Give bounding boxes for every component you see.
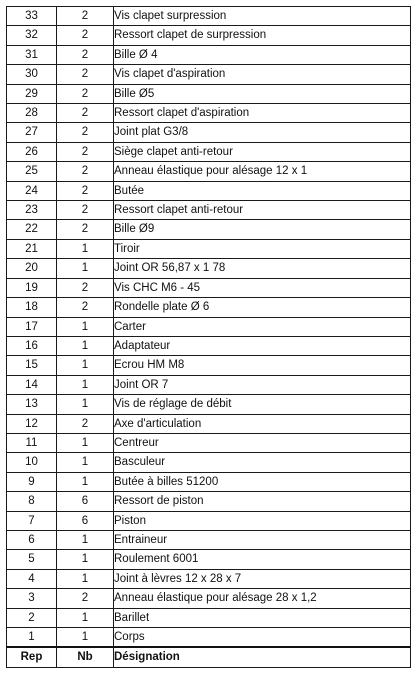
table-row [7, 453, 411, 472]
cell-nb: 1 [57, 317, 114, 336]
cell-nb: 2 [57, 142, 114, 161]
cell-rep: 12 [7, 414, 57, 433]
cell-designation: Anneau élastique pour alésage 28 x 1,2 [114, 589, 411, 608]
cell-nb: 1 [57, 356, 114, 375]
cell-designation: Joint à lèvres 12 x 28 x 7 [114, 569, 411, 588]
cell-nb: 1 [57, 433, 114, 452]
cell-nb: 1 [57, 239, 114, 258]
cell-rep: 27 [7, 123, 57, 142]
table-row [7, 298, 411, 317]
cell-rep: 10 [7, 453, 57, 472]
cell-rep: 15 [7, 356, 57, 375]
cell-nb: 2 [57, 201, 114, 220]
cell-designation: Vis de réglage de débit [114, 395, 411, 414]
cell-nb: 2 [57, 181, 114, 200]
cell-designation: Butée [114, 181, 411, 200]
cell-rep: 5 [7, 550, 57, 569]
table-row [7, 433, 411, 452]
table-row [7, 181, 411, 200]
cell-nb: 1 [57, 453, 114, 472]
header-row [7, 647, 411, 667]
cell-rep: 14 [7, 375, 57, 394]
cell-nb: 2 [57, 414, 114, 433]
cell-designation: Piston [114, 511, 411, 530]
table-row [7, 142, 411, 161]
cell-nb: 2 [57, 45, 114, 64]
cell-designation: Vis clapet d'aspiration [114, 65, 411, 84]
cell-rep: 26 [7, 142, 57, 161]
table-row [7, 375, 411, 394]
cell-designation: Ressort clapet anti-retour [114, 201, 411, 220]
cell-designation: Axe d'articulation [114, 414, 411, 433]
table-row [7, 569, 411, 588]
cell-designation: Entraineur [114, 530, 411, 549]
cell-nb: 1 [57, 550, 114, 569]
cell-rep: 22 [7, 220, 57, 239]
table-row [7, 220, 411, 239]
table-row [7, 65, 411, 84]
cell-rep: 30 [7, 65, 57, 84]
table-row [7, 201, 411, 220]
cell-designation: Anneau élastique pour alésage 12 x 1 [114, 162, 411, 181]
cell-nb: 2 [57, 84, 114, 103]
cell-designation: Adaptateur [114, 336, 411, 355]
cell-designation: Corps [114, 628, 411, 648]
cell-designation: Ressort clapet de surpression [114, 26, 411, 45]
cell-nb: 2 [57, 104, 114, 123]
table-row [7, 239, 411, 258]
table-row [7, 45, 411, 64]
cell-designation: Ecrou HM M8 [114, 356, 411, 375]
cell-nb: 2 [57, 26, 114, 45]
cell-rep: 11 [7, 433, 57, 452]
cell-nb: 1 [57, 608, 114, 627]
table-row [7, 336, 411, 355]
cell-rep: 9 [7, 472, 57, 491]
cell-designation: Roulement 6001 [114, 550, 411, 569]
cell-rep: 23 [7, 201, 57, 220]
cell-nb: 1 [57, 472, 114, 491]
cell-designation: Bille Ø5 [114, 84, 411, 103]
cell-rep: 31 [7, 45, 57, 64]
cell-rep: 29 [7, 84, 57, 103]
table-row [7, 162, 411, 181]
table-row [7, 104, 411, 123]
table-row [7, 608, 411, 627]
parts-table-body [7, 7, 411, 648]
cell-rep: 13 [7, 395, 57, 414]
cell-rep: 32 [7, 26, 57, 45]
cell-nb: 2 [57, 278, 114, 297]
parts-table-footer [7, 647, 411, 667]
cell-rep: 18 [7, 298, 57, 317]
table-row [7, 414, 411, 433]
cell-nb: 2 [57, 65, 114, 84]
cell-rep: 7 [7, 511, 57, 530]
cell-nb: 1 [57, 530, 114, 549]
cell-rep: 1 [7, 628, 57, 648]
table-row [7, 589, 411, 608]
cell-nb: 1 [57, 628, 114, 648]
table-row [7, 472, 411, 491]
cell-designation: Bille Ø9 [114, 220, 411, 239]
cell-designation: Joint OR 56,87 x 1 78 [114, 259, 411, 278]
column-header-nb: Nb [57, 647, 114, 667]
table-row [7, 395, 411, 414]
table-row [7, 550, 411, 569]
cell-nb: 2 [57, 220, 114, 239]
cell-designation: Carter [114, 317, 411, 336]
cell-rep: 25 [7, 162, 57, 181]
cell-rep: 19 [7, 278, 57, 297]
cell-nb: 1 [57, 336, 114, 355]
table-row [7, 628, 411, 648]
cell-nb: 2 [57, 298, 114, 317]
column-header-designation: Désignation [114, 647, 411, 667]
cell-rep: 17 [7, 317, 57, 336]
cell-rep: 16 [7, 336, 57, 355]
cell-designation: Vis clapet surpression [114, 7, 411, 26]
cell-nb: 6 [57, 511, 114, 530]
cell-nb: 6 [57, 492, 114, 511]
table-row [7, 26, 411, 45]
cell-designation: Rondelle plate Ø 6 [114, 298, 411, 317]
table-row [7, 84, 411, 103]
cell-designation: Barillet [114, 608, 411, 627]
table-row [7, 492, 411, 511]
cell-rep: 24 [7, 181, 57, 200]
table-row [7, 317, 411, 336]
cell-nb: 1 [57, 375, 114, 394]
cell-designation: Tiroir [114, 239, 411, 258]
cell-nb: 1 [57, 569, 114, 588]
cell-designation: Ressort de piston [114, 492, 411, 511]
cell-designation: Ressort clapet d'aspiration [114, 104, 411, 123]
cell-nb: 2 [57, 7, 114, 26]
cell-designation: Siège clapet anti-retour [114, 142, 411, 161]
column-header-rep: Rep [7, 647, 57, 667]
table-row [7, 511, 411, 530]
cell-rep: 8 [7, 492, 57, 511]
cell-rep: 21 [7, 239, 57, 258]
cell-rep: 28 [7, 104, 57, 123]
cell-designation: Bille Ø 4 [114, 45, 411, 64]
cell-rep: 33 [7, 7, 57, 26]
table-row [7, 278, 411, 297]
cell-nb: 1 [57, 259, 114, 278]
cell-designation: Joint OR 7 [114, 375, 411, 394]
table-row [7, 123, 411, 142]
cell-rep: 3 [7, 589, 57, 608]
table-row [7, 259, 411, 278]
cell-nb: 1 [57, 395, 114, 414]
table-row [7, 530, 411, 549]
cell-designation: Centreur [114, 433, 411, 452]
table-row [7, 356, 411, 375]
cell-rep: 6 [7, 530, 57, 549]
cell-nb: 2 [57, 123, 114, 142]
cell-rep: 20 [7, 259, 57, 278]
cell-rep: 4 [7, 569, 57, 588]
cell-rep: 2 [7, 608, 57, 627]
cell-designation: Vis CHC M6 - 45 [114, 278, 411, 297]
cell-designation: Basculeur [114, 453, 411, 472]
cell-nb: 2 [57, 162, 114, 181]
cell-designation: Butée à billes 51200 [114, 472, 411, 491]
cell-nb: 2 [57, 589, 114, 608]
table-row [7, 7, 411, 26]
cell-designation: Joint plat G3/8 [114, 123, 411, 142]
parts-table [6, 6, 411, 668]
